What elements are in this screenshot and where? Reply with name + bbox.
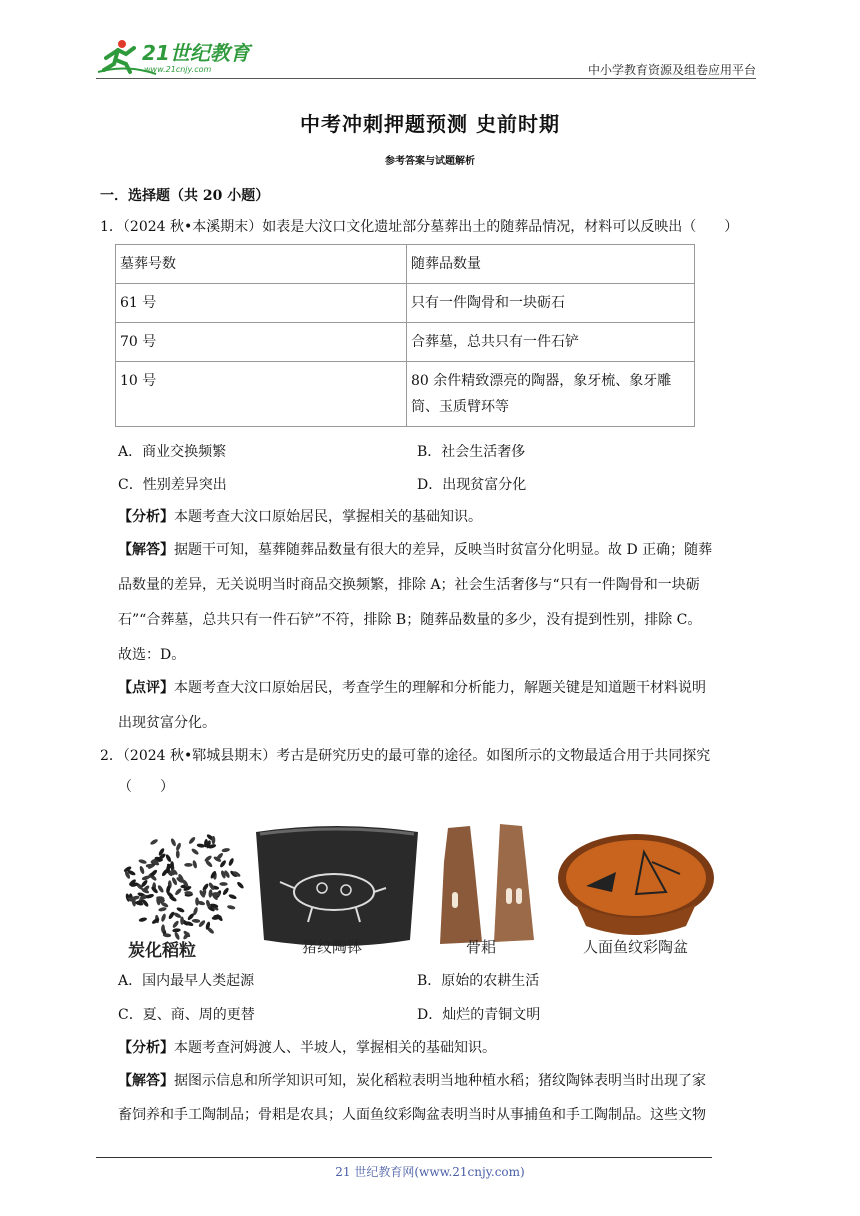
q1-option-b: B．社会生活奢侈 [417, 444, 526, 460]
site-logo [96, 36, 256, 78]
rice-grain [180, 916, 184, 924]
rice-grain [150, 838, 159, 846]
q1-answer: 【解答】据题干可知，墓葬随葬品数量有很大的差异，反映当时贫富分化明显。故 D 正确；随葬 [118, 542, 713, 558]
q2-option-c: C．夏、商、周的更替 [118, 1007, 255, 1023]
rice-grain [158, 907, 167, 913]
table-row [116, 362, 695, 427]
q1-answer-line: 品数量的差异，无关说明当时商品交换频繁，排除 A；社会生活奢侈与“只有一件陶骨和一块砺 [118, 577, 700, 593]
footer-link[interactable]: 21 世纪教育网(www.21cnjy.com) [335, 1165, 525, 1179]
footer-divider [96, 1157, 712, 1158]
rice-grain [138, 917, 147, 923]
rice-grain [196, 843, 205, 848]
q2-option-b: B．原始的农耕生活 [417, 973, 540, 989]
q1-comment: 【点评】本题考查大汶口原始居民，考查学生的理解和分析能力，解题关键是知道题干材料说明 [118, 680, 706, 696]
rice-grain [192, 860, 198, 869]
rice-grain [168, 911, 176, 920]
rice-grain [188, 836, 196, 845]
table-header-cell: 墓葬号数 [116, 245, 407, 284]
q2-answer-line: 畜饲养和手工陶制品；骨耜是农具；人面鱼纹彩陶盆表明当时从事捕鱼和手工陶制品。这些文物 [118, 1107, 706, 1123]
q1-answer-line: 石”“合葬墓，总共只有一件石铲”不符，排除 B；随葬品数量的多少，没有提到性别，排除 C。 [118, 612, 702, 628]
page-subtitle: 参考答案与试题解析 [385, 156, 475, 167]
page-title: 中考冲刺押题预测 史前时期 [300, 112, 560, 136]
rice-grain [160, 913, 166, 922]
section-heading: 一．选择题（共 20 小题） [100, 188, 270, 204]
rice-grain [219, 882, 227, 886]
rice-grain [227, 905, 236, 910]
rice-grain [138, 859, 147, 865]
rice-grain [228, 893, 237, 900]
table-cell: 10 号 [116, 362, 407, 427]
logo-url: www.21cnjy.com [144, 65, 212, 74]
rice-grain [172, 928, 181, 933]
q2-option-d: D．灿烂的青铜文明 [417, 1007, 541, 1023]
table-row [116, 323, 695, 362]
q1-stem: 1．（2024 秋•本溪期末）如表是大汶口文化遗址部分墓葬出土的随葬品情况，材料可以反映出（ ） [100, 219, 739, 235]
rice-grain [176, 906, 185, 913]
header-divider [96, 78, 756, 79]
table-row [116, 245, 695, 284]
rice-grain [157, 884, 165, 893]
rice-grain [212, 836, 216, 844]
table-cell: 合葬墓，总共只有一件石铲 [407, 323, 695, 362]
figure-caption: 骨耜 [466, 938, 497, 956]
table-header-cell: 随葬品数量 [407, 245, 695, 284]
rice-grain [195, 897, 199, 906]
q1-option-d: D．出现贫富分化 [417, 477, 527, 493]
q2-answer: 【解答】据图示信息和所学知识可知，炭化稻粒表明当地种植水稻；猪纹陶钵表明当时出现了家 [118, 1073, 706, 1089]
logo-text: 21世纪教育 [142, 41, 250, 65]
rice-grain [176, 850, 180, 858]
q1-comment-line: 出现贫富分化。 [118, 715, 216, 731]
figure-caption: 炭化稻粒 [128, 941, 196, 961]
rice-grain [139, 865, 145, 874]
rice-grain [236, 881, 245, 890]
rice-grain [172, 920, 180, 929]
q2-stem: 2．（2024 秋•郓城县期末）考古是研究历史的最可靠的途径。如图所示的文物最适合用于共同探究 [100, 748, 711, 764]
rice-grain [191, 848, 200, 856]
rice-grain [221, 847, 230, 852]
figure-caption: 猪纹陶钵 [302, 938, 363, 956]
rice-grain [192, 919, 201, 923]
platform-name: 中小学教育资源及组卷应用平台 [587, 63, 756, 77]
q2-stem-paren: （ ） [118, 779, 174, 795]
table-row [116, 284, 695, 323]
rice-grain [208, 889, 213, 898]
table-cell: 61 号 [116, 284, 407, 323]
q1-answer-line: 故选：D。 [118, 647, 186, 663]
rice-grain [228, 857, 235, 866]
q1-option-a: A．商业交换频繁 [118, 444, 227, 460]
rice-grain [165, 854, 172, 863]
rice-grain [145, 893, 154, 899]
table-cell: 70 号 [116, 323, 407, 362]
rice-grain [174, 887, 183, 896]
rice-grain [184, 863, 192, 867]
q2-option-a: A．国内最早人类起源 [118, 973, 255, 989]
rice-grain [170, 838, 177, 847]
q2-analysis: 【分析】本题考查河姆渡人、半坡人，掌握相关的基础知识。 [118, 1040, 496, 1056]
table-cell: 只有一件陶骨和一块砺石 [407, 284, 695, 323]
rice-grain [222, 887, 230, 896]
figure-caption: 人面鱼纹彩陶盆 [583, 938, 689, 956]
table-cell: 80 余件精致漂亮的陶器，象牙梳、象牙雕筒、玉质臂环等 [407, 362, 695, 427]
q1-table [115, 244, 695, 427]
rice-grain [175, 842, 182, 851]
q1-option-c: C．性别差异突出 [118, 477, 227, 493]
q1-analysis: 【分析】本题考查大汶口原始居民，掌握相关的基础知识。 [118, 509, 482, 525]
